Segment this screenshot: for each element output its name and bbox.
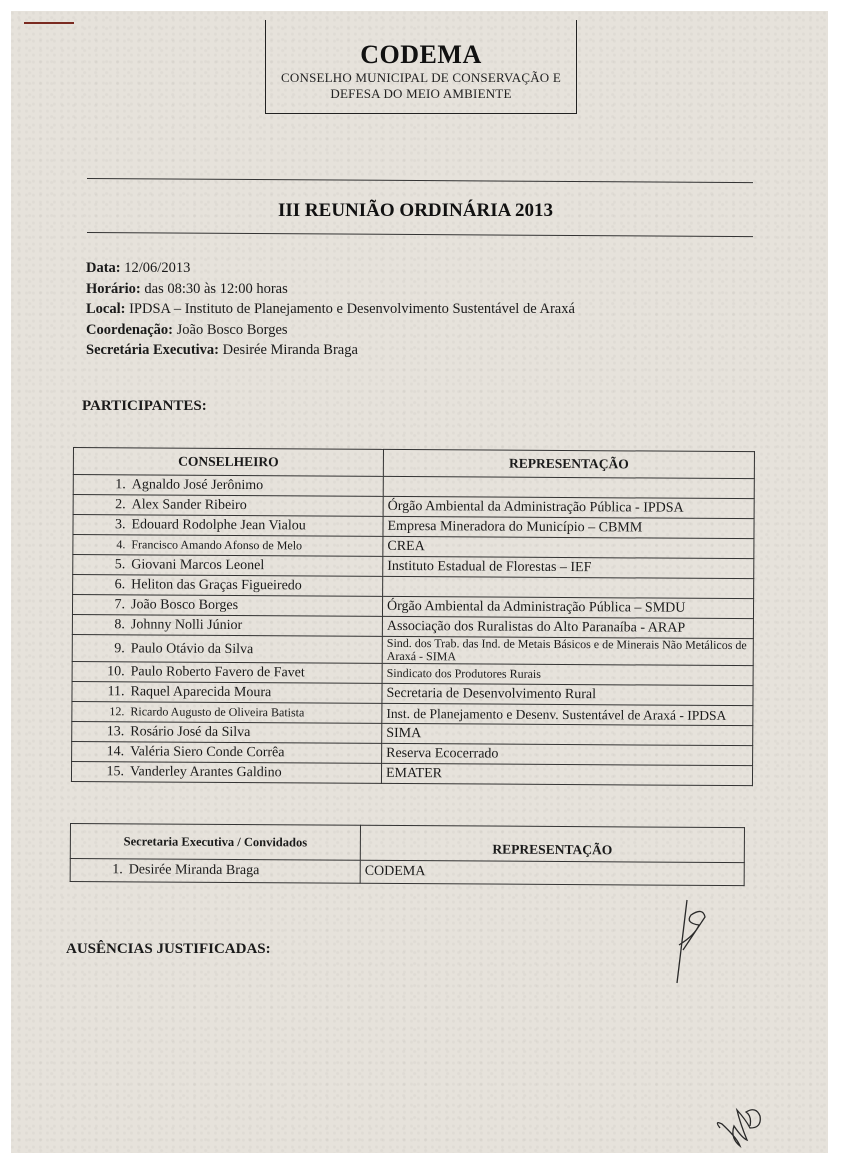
- councilor-name-cell: [72, 721, 382, 743]
- info-value: IPDSA – Instituto de Planejamento e Desenvolvimento Sustentável de Araxá: [129, 301, 575, 317]
- councilor-name: Alex Sander Ribeiro: [131, 497, 247, 514]
- councilor-name: Agnaldo José Jerônimo: [131, 477, 264, 494]
- row-number: 7.: [114, 597, 126, 613]
- councilor-name: Edouard Rodolphe Jean Vialou: [131, 517, 306, 534]
- row-number: 11.: [107, 684, 125, 700]
- row-number: 5.: [114, 557, 126, 573]
- councilor-name-cell: [72, 614, 382, 636]
- councilor-name-cell: [73, 495, 383, 517]
- councilor-name-cell: [72, 661, 382, 683]
- info-label: Horário:: [86, 280, 141, 297]
- guest-representation: CODEMA: [360, 860, 744, 885]
- header-councilor: CONSELHEIRO: [73, 448, 383, 477]
- row-number: 13.: [106, 724, 125, 740]
- representation-cell: [383, 476, 754, 498]
- representation-cell: [383, 576, 754, 598]
- header-representation: REPRESENTAÇÃO: [383, 449, 754, 478]
- table-row: [70, 859, 744, 886]
- councilor-name-cell: [73, 515, 383, 537]
- initials-signature-bottom: [712, 1098, 772, 1153]
- info-value: João Bosco Borges: [176, 321, 288, 338]
- info-label: Secretária Executiva:: [86, 342, 220, 358]
- info-label: Data:: [86, 260, 121, 276]
- councilor-name-cell: [72, 701, 382, 723]
- table-row: [72, 634, 753, 665]
- header-guests: Secretaria Executiva / Convidados: [70, 824, 360, 861]
- meeting-title: III REUNIÃO ORDINÁRIA 2013: [278, 200, 554, 221]
- representation-cell: Sind. dos Trab. das Ind. de Metais Básicos e de Minerais Não Metálicos de Araxá - SIMA: [382, 636, 753, 665]
- row-number: 6.: [114, 577, 126, 593]
- councilor-name-cell: [72, 634, 382, 663]
- header-guests-representation: REPRESENTAÇÃO: [360, 825, 744, 862]
- row-number: 2.: [115, 497, 126, 513]
- letterhead-org: CODEMA: [360, 40, 482, 69]
- councilor-name: Paulo Otávio da Silva: [130, 640, 254, 657]
- representation-cell: Órgão Ambiental da Administração Pública – SMDU: [382, 596, 753, 618]
- row-number: 9.: [114, 640, 125, 656]
- councilor-name: Paulo Roberto Favero de Favet: [130, 664, 305, 681]
- guest-name-cell: [70, 859, 360, 884]
- info-date: [86, 258, 575, 279]
- representation-cell: Inst. de Planejamento e Desenv. Sustentável de Araxá - IPDSA: [382, 703, 753, 725]
- councilor-name: Francisco Amando Afonso de Melo: [131, 537, 303, 553]
- representation-cell: Reserva Ecocerrado: [382, 743, 753, 765]
- initials-signature-right: [665, 895, 715, 990]
- councilor-name-cell: [73, 575, 383, 597]
- councilors-table-body: [71, 475, 754, 786]
- row-number: 4.: [116, 537, 126, 552]
- guest-name: Desirée Miranda Braga: [128, 862, 260, 879]
- councilor-name: Raquel Aparecida Moura: [130, 684, 272, 701]
- councilor-name-cell: [71, 761, 381, 783]
- table-row: [71, 761, 752, 785]
- letterhead-line-2: DEFESA DO MEIO AMBIENTE: [330, 86, 512, 101]
- councilor-name-cell: [73, 475, 383, 497]
- info-location: [86, 299, 575, 320]
- guests-table: [70, 823, 745, 886]
- councilor-name: Heliton das Graças Figueiredo: [131, 577, 302, 594]
- councilor-name: Johnny Nolli Júnior: [130, 617, 243, 634]
- info-coordination: [86, 320, 575, 341]
- row-number: 1.: [115, 477, 126, 493]
- row-number: 1.: [112, 862, 123, 878]
- representation-cell: Secretaria de Desenvolvimento Rural: [382, 683, 753, 705]
- councilor-name: Valéria Siero Conde Corrêa: [130, 744, 285, 761]
- participants-heading: PARTICIPANTES:: [82, 398, 207, 414]
- councilor-name-cell: [72, 681, 382, 703]
- info-secretary: [86, 340, 575, 361]
- info-label: Local:: [86, 301, 126, 317]
- representation-cell: Órgão Ambiental da Administração Pública - IPDSA: [383, 496, 754, 518]
- absences-heading: AUSÊNCIAS JUSTIFICADAS:: [66, 941, 271, 957]
- councilor-name-cell: [73, 535, 383, 557]
- councilor-name-cell: [72, 595, 382, 617]
- info-label: Coordenação:: [86, 321, 173, 338]
- representation-cell: Associação dos Ruralistas do Alto Paranaíba - ARAP: [382, 616, 753, 638]
- row-number: 12.: [109, 704, 125, 719]
- representation-cell: Empresa Mineradora do Município – CBMM: [383, 516, 754, 538]
- councilor-name: João Bosco Borges: [130, 597, 239, 614]
- representation-cell: CREA: [383, 536, 754, 558]
- councilor-name-cell: [73, 555, 383, 577]
- letterhead: [265, 20, 577, 114]
- representation-cell: EMATER: [381, 763, 752, 785]
- row-number: 15.: [106, 764, 125, 780]
- info-value: das 08:30 às 12:00 horas: [144, 280, 288, 297]
- councilors-table: [71, 447, 755, 786]
- representation-cell: Sindicato dos Produtores Rurais: [382, 663, 753, 685]
- councilor-name: Vanderley Arantes Galdino: [129, 764, 282, 781]
- letterhead-line-1: CONSELHO MUNICIPAL DE CONSERVAÇÃO E: [281, 70, 561, 85]
- info-time: [86, 279, 575, 300]
- representation-cell: Instituto Estadual de Florestas – IEF: [383, 556, 754, 578]
- representation-cell: SIMA: [382, 723, 753, 745]
- info-value: 12/06/2013: [124, 260, 191, 276]
- meeting-info: [86, 258, 575, 361]
- row-number: 3.: [114, 517, 126, 533]
- councilor-name: Ricardo Augusto de Oliveira Batista: [130, 704, 305, 720]
- row-number: 8.: [114, 617, 125, 633]
- info-value: Desirée Miranda Braga: [222, 342, 358, 358]
- councilor-name-cell: [72, 741, 382, 763]
- councilor-name: Giovani Marcos Leonel: [131, 557, 265, 574]
- row-number: 10.: [107, 664, 125, 680]
- councilor-name: Rosário José da Silva: [130, 724, 251, 741]
- row-number: 14.: [106, 744, 125, 760]
- corner-mark: [24, 22, 74, 24]
